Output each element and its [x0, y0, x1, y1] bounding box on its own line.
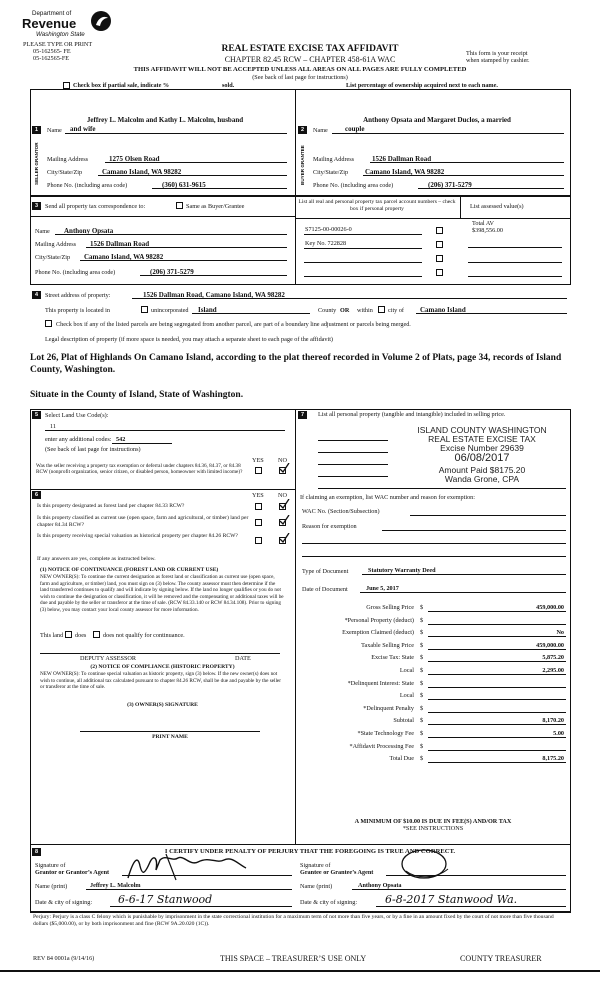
buyer-name-2: couple [345, 125, 365, 133]
seller-side-label: SELLER GRANTOR [34, 142, 39, 185]
fee-dollar-sign: $ [420, 730, 424, 737]
buyer-name-label: Name [313, 127, 328, 134]
fee-line [428, 737, 566, 738]
additional-codes-label: enter any additional codes: [45, 436, 112, 443]
grantee-sig-label-1: Signature of [300, 862, 331, 869]
section-6-rule [30, 489, 295, 490]
exemption-question: Was the seller receiving a property tax exemption or deferral under chapters 84.36, 84.37, or 84.38 RCW (nonprofit organization, senior citizen, or disabled person, homeowner with limited income)? [36, 463, 243, 475]
land-use-instructions: (See back of last page for instructions) [45, 446, 141, 453]
sold-label: sold. [222, 82, 235, 89]
excise-stamp [392, 425, 572, 495]
land-does-checkbox[interactable] [65, 631, 72, 638]
assessor-date-label: DATE [235, 655, 251, 662]
fee-dollar-sign: $ [420, 692, 424, 700]
fee-line [428, 724, 566, 725]
q5-no-checkbox[interactable] [279, 467, 286, 474]
fee-label: Exemption Claimed (deduct) [342, 629, 414, 637]
grantor-date: 6-6-17 Stanwood [118, 893, 213, 906]
personal-property-label: List all personal property (tangible and intangible) included in selling price. [318, 411, 506, 418]
parcel-1: S7125-00-00026-0 [305, 226, 352, 233]
assessed-line-2 [468, 247, 562, 248]
seller-mail-label: Mailing Address [47, 156, 89, 163]
located-label: This property is located in [45, 307, 110, 314]
print-note: PLEASE TYPE OR PRINT [23, 41, 93, 48]
corr-name-line [55, 234, 287, 235]
reason-line-1 [382, 530, 566, 531]
q5-yes-header: YES [252, 457, 264, 464]
city-line [416, 313, 567, 314]
fee-label: Taxable Selling Price [361, 641, 414, 649]
street-address: 1526 Dallman Road, Camano Island, WA 98282 [143, 291, 285, 299]
seller-phone: (360) 631-9615 [162, 181, 206, 189]
stamp-amount: Amount Paid $8175.20 [438, 465, 526, 475]
parcel-header-divider [460, 196, 461, 218]
checkmark-icon [279, 533, 290, 544]
grantor-name-label: Name (print) [35, 883, 68, 890]
seller-name-1: Jeffrey L. Malcolm and Kathy L. Malcolm, husband [86, 116, 244, 124]
assessed-header: List assessed value(s) [470, 203, 524, 210]
same-as-buyer-label: Same as Buyer/Grantee [186, 203, 245, 210]
fee-value: 459,000.00 [536, 604, 564, 611]
personal-line-4 [318, 476, 388, 477]
grantor-signature [120, 852, 270, 882]
fee-line [428, 649, 566, 650]
street-label: Street address of property: [45, 292, 111, 299]
buyer-city: Camano Island, WA 98282 [365, 168, 445, 176]
historic-yes-checkbox[interactable] [255, 537, 262, 544]
parcel-2-personal-checkbox[interactable] [436, 241, 443, 248]
deputy-assessor-label: DEPUTY ASSESSOR [80, 655, 136, 662]
fee-dollar-sign: $ [420, 604, 424, 611]
checkmark-icon [279, 463, 290, 474]
fee-dollar-sign: $ [420, 717, 424, 725]
reason-line-3 [302, 556, 566, 557]
grantee-date: 6-8-2017 Stanwood Wa. [385, 893, 518, 906]
seller-name-line [65, 133, 287, 134]
personal-line-3 [318, 464, 388, 465]
seller-mail: 1275 Olsen Road [109, 155, 160, 163]
fee-dollar-sign: $ [420, 616, 424, 624]
parcel-3-personal-checkbox[interactable] [436, 255, 443, 262]
parcel-2-line [304, 248, 422, 249]
fee-line [428, 750, 566, 751]
correspondence-label: Send all property tax correspondence to: [45, 203, 146, 210]
historic-question: Is this property receiving special valuation as historical property per chapter 84.26 RCW? [37, 533, 238, 539]
current-use-question: Is this property classified as current use (open space, farm and agricultural, or timber) land per chapter 84.34 RCW? [37, 515, 249, 528]
corr-phone-label: Phone No. (including area code) [35, 269, 116, 276]
legal-description: Lot 26, Plat of Highlands On Camano Island, according to the plat thereof recorded in Volume 2 of Plats, page 34, records of Island County, Washington. [30, 353, 562, 375]
buyer-phone: (206) 371-5279 [428, 181, 472, 189]
fee-dollar-sign: $ [420, 755, 424, 763]
assessed-line-3 [468, 262, 562, 263]
section-8-number: 8 [32, 848, 41, 856]
doc-date-line [360, 592, 566, 593]
fee-dollar-sign: $ [420, 654, 424, 662]
form-revision: REV 84 0001a (9/14/16) [33, 955, 95, 962]
buyer-mail: 1526 Dallman Road [372, 155, 432, 163]
fee-label: *Delinquent Penalty [363, 704, 414, 712]
seller-mail-line [105, 162, 287, 163]
buyer-side-label: BUYER GRANTEE [300, 145, 305, 185]
fee-label: Local [399, 667, 414, 674]
fee-label: Total Due [389, 755, 414, 763]
fee-dollar-sign: $ [420, 742, 424, 750]
warning-line: THIS AFFIDAVIT WILL NOT BE ACCEPTED UNLESS ALL AREAS ON ALL PAGES ARE FULLY COMPLETED [133, 66, 467, 73]
buyer-mail-line [370, 162, 564, 163]
same-as-buyer-checkbox[interactable] [176, 202, 183, 209]
fee-line [428, 712, 566, 713]
buyer-city-line [363, 175, 564, 176]
doc-type-label: Type of Document [302, 568, 349, 575]
section-3-number: 3 [32, 202, 41, 210]
land-does-label: does [75, 632, 87, 639]
corr-city-label: City/State/Zip [35, 254, 71, 261]
total-av: $398,556.00 [472, 227, 503, 234]
additional-codes: 542 [116, 436, 126, 443]
segregated-label: Check box if any of the listed parcels are being segregated from another parcel, are part of a boundary line adjustment or parcels being merged. [56, 321, 411, 328]
parcel-1-line [304, 234, 422, 235]
corr-mail-line [86, 247, 287, 248]
corr-phone-line [140, 275, 287, 276]
doc-type-line [362, 574, 566, 575]
section-4-number: 4 [32, 291, 41, 299]
q5-yes-checkbox[interactable] [255, 467, 262, 474]
fee-line [428, 699, 566, 700]
unincorporated-checkbox[interactable] [141, 306, 148, 313]
q6-no-header: NO [278, 492, 287, 499]
grantee-signature [396, 849, 456, 883]
receipt-note-2: when stamped by cashier. [466, 57, 530, 64]
parties-divider [295, 89, 296, 196]
form-code-2: 05-162565-FE [33, 55, 70, 62]
if-yes-note: If any answers are yes, complete as instructed below. [37, 556, 156, 562]
partial-sale-label: Check box if partial sale, indicate % [73, 82, 170, 89]
section-7-number: 7 [298, 411, 307, 419]
county-treasurer-label: COUNTY TREASURER [460, 954, 542, 963]
fee-dollar-sign: $ [420, 667, 424, 674]
grantor-name-line [86, 889, 292, 890]
seller-city-label: City/State/Zip [47, 169, 83, 176]
buyer-phone-label: Phone No. (including area code) [313, 182, 394, 189]
grantee-date-label: Date & city of signing: [300, 899, 358, 906]
fee-label: *Delinquent Interest: State [347, 679, 414, 687]
notice-1-title: (1) NOTICE OF CONTINUANCE (FOREST LAND OR CURRENT USE) [40, 567, 219, 573]
corr-name-label: Name [35, 228, 50, 235]
buyer-name-1: Anthony Opsata and Margaret Duclos, a married [363, 116, 511, 124]
form-code-1: 05-162565- FE [33, 48, 71, 55]
or-label: OR [340, 307, 350, 314]
doc-date-label: Date of Document [302, 586, 348, 593]
doc-date: June 5, 2017 [366, 585, 399, 592]
grantee-name: Anthony Opsata [358, 882, 402, 889]
fee-label: *State Technology Fee [357, 730, 414, 737]
forest-yes-checkbox[interactable] [255, 503, 262, 510]
seller-city: Camano Island, WA 98282 [102, 168, 182, 176]
county-label: County [318, 307, 337, 314]
perjury-note: Perjury: Perjury is a class C felony which is punishable by imprisonment in the state correctional institution for a maximum term of not more than five years, or by a fine in an amount fixed by the court of not more than five thousand dollars ($5,000.00), or by both imprisonment and fine (RCW 9A.20.020 (1C)). [33, 914, 554, 927]
fee-line [428, 674, 566, 675]
grantor-sig-label-2: Grantor or Grantor’s Agent [35, 869, 110, 876]
assessor-sign-line [40, 653, 280, 654]
stamp-tax: REAL ESTATE EXCISE TAX [428, 434, 536, 444]
fee-label: *Personal Property (deduct) [344, 616, 414, 624]
fee-line [428, 624, 566, 625]
page-title: REAL ESTATE EXCISE TAX AFFIDAVIT [221, 44, 399, 54]
street-line [132, 298, 567, 299]
lower-divider [295, 409, 296, 845]
fee-value: No [556, 629, 564, 637]
corr-phone: (206) 371-5279 [150, 268, 194, 276]
fee-label: Subtotal [393, 717, 414, 725]
fee-value: 8,175.20 [542, 755, 564, 763]
correspondence-header-rule [30, 216, 295, 217]
city-of-label: city of [388, 307, 404, 314]
county-line [192, 313, 310, 314]
seller-name-2: and wife [70, 125, 96, 133]
fee-line [428, 611, 566, 612]
owner-signature-label: (3) OWNER(S) SIGNATURE [127, 702, 198, 708]
reason-label: Reason for exemption [302, 523, 357, 530]
fee-dollar-sign: $ [420, 641, 424, 649]
personal-line-1 [318, 440, 388, 441]
parcel-header-rule [295, 218, 571, 219]
ownership-note: List percentage of ownership acquired next to each name. [346, 82, 498, 89]
receipt-note-1: This form is your receipt [466, 50, 528, 57]
total-av-label: Total AV [472, 220, 494, 227]
grantee-name-line [352, 889, 566, 890]
situate-line: Situate in the County of Island, State of Washington. [30, 390, 244, 400]
city-checkbox[interactable] [378, 306, 385, 313]
wac-line [410, 515, 566, 516]
instructions-note: (See back of last page for instructions) [252, 74, 348, 81]
stamp-date: 06/08/2017 [454, 452, 510, 464]
perjury-rule [30, 912, 571, 913]
fee-line [428, 762, 566, 763]
this-land-label: This land [40, 632, 64, 639]
fee-line [428, 687, 566, 688]
forest-question: Is this property designated as forest land per chapter 84.33 RCW? [37, 503, 185, 509]
fee-line [428, 661, 566, 662]
parcel-4-line [304, 276, 422, 277]
seller-phone-line [152, 188, 287, 189]
stamp-excise-number: Excise Number 29639 [440, 443, 524, 453]
fee-dollar-sign: $ [420, 629, 424, 637]
fee-label: Excise Tax: State [371, 654, 414, 662]
certify-statement: I CERTIFY UNDER PENALTY OF PERJURY THAT THE FOREGOING IS TRUE AND CORRECT. [164, 848, 456, 855]
agency-name: Revenue [22, 16, 77, 31]
grantor-name: Jeffrey L. Malcolm [90, 882, 141, 889]
corr-city-line [80, 260, 287, 261]
exemption-label: If claiming an exemption, list WAC number and reason for exemption: [300, 494, 475, 501]
county-name: Island [198, 306, 217, 314]
corr-mail: 1526 Dallman Road [90, 240, 150, 248]
corr-name: Anthony Opsata [64, 227, 114, 235]
print-name-label: PRINT NAME [152, 734, 188, 740]
corr-city: Camano Island, WA 98282 [84, 253, 164, 261]
buyer-mail-label: Mailing Address [313, 156, 355, 163]
buyer-name-line [332, 133, 564, 134]
buyer-city-label: City/State/Zip [313, 169, 349, 176]
grantor-date-label: Date & city of signing: [35, 899, 93, 906]
revenue-logo-icon [90, 10, 112, 32]
fee-value: 5,875.20 [542, 654, 564, 662]
fee-dollar-sign: $ [420, 704, 424, 712]
fee-value: 2,295.00 [542, 667, 564, 674]
seller-phone-label: Phone No. (including area code) [47, 182, 128, 189]
minimum-note: A MINIMUM OF $10.00 IS DUE IN FEE(S) AND/OR TAX [354, 818, 512, 825]
land-does-not-label: does not qualify for continuance. [103, 632, 185, 639]
parcel-header: List all real and personal property tax parcel account numbers – check box if personal property [298, 199, 456, 212]
land-use-label: Select Land Use Code(s): [45, 412, 109, 419]
grantor-date-line [110, 906, 292, 907]
additional-codes-line [112, 443, 172, 444]
q6-yes-header: YES [252, 492, 264, 499]
see-instructions-note: *SEE INSTRUCTIONS [402, 825, 464, 832]
land-does-not-checkbox[interactable] [93, 631, 100, 638]
correspondence-divider [295, 196, 296, 285]
assessed-line-4 [468, 276, 562, 277]
seller-city-line [98, 175, 287, 176]
agency-line1: Department of [32, 10, 72, 17]
forest-no-checkbox[interactable] [279, 503, 286, 510]
parcel-4-personal-checkbox[interactable] [436, 269, 443, 276]
fee-line [428, 636, 566, 637]
fee-value: 8,170.20 [542, 717, 564, 725]
parcel-1-personal-checkbox[interactable] [436, 227, 443, 234]
unincorporated-label: unincorporated [151, 307, 189, 314]
current-use-no-checkbox[interactable] [279, 519, 286, 526]
corr-mail-label: Mailing Address [35, 241, 77, 248]
land-use-line [45, 430, 285, 431]
segregated-checkbox[interactable] [45, 320, 52, 327]
wac-label: WAC No. (Section/Subsection) [302, 508, 380, 515]
current-use-yes-checkbox[interactable] [255, 519, 262, 526]
notice-2-text: NEW OWNER(S): To continue special valuation as historic property, sign (3) below. If the new owner(s) does not wish to continue, all additional tax calculated pursuant to chapter 84.26 RCW, shall be due and payable by the seller or transferor at the time of sale. [40, 671, 281, 690]
fee-value: 5.00 [553, 730, 564, 737]
land-use-code: 11 [50, 423, 56, 430]
seller-name-label: Name [47, 127, 62, 134]
treasurer-use-note: THIS SPACE – TREASURER’S USE ONLY [220, 954, 367, 963]
q5-no-header: NO [278, 457, 287, 464]
doc-type: Statutory Warranty Deed [368, 567, 436, 574]
within-label: within [357, 307, 373, 314]
legal-label: Legal description of property (if more space is needed, you may attach a separate sheet to each page of the affidavit) [45, 336, 333, 343]
buyer-phone-line [418, 188, 564, 189]
section-6-number: 6 [32, 491, 41, 499]
notice-2-title: (2) NOTICE OF COMPLIANCE (HISTORIC PROPERTY) [90, 664, 235, 670]
city-name: Camano Island [420, 306, 466, 314]
reason-line-2 [302, 543, 566, 544]
section-1-number: 1 [32, 126, 41, 134]
fee-label: *Affidavit Processing Fee [349, 742, 414, 750]
historic-no-checkbox[interactable] [279, 537, 286, 544]
notice-1-text: NEW OWNER(S): To continue the current designation as forest land or classification as current use (open space, farm and agriculture, or timber) land, you must sign on (3) below. The county assessor must then determine if the land transferred continues to qualify and will indicate by signing below. If the land no longer qualifies or you do not wish to continue the designation or classification, it will be removed and the compensating or additional taxes will be due and payable by the seller or transferor at the time of sale. (RCW 84.33.140 or RCW 84.34.108). Prior to signing (3) below, you may contact your local county assessor for more information. [40, 574, 284, 613]
stamp-signer: Wanda Grone, CPA [444, 474, 520, 484]
parcel-3-line [304, 262, 422, 263]
parcel-2: Key No. 722828 [305, 240, 347, 247]
stamp-county: ISLAND COUNTY WASHINGTON [417, 425, 547, 435]
chapter-line: CHAPTER 82.45 RCW – CHAPTER 458-61A WAC [224, 55, 396, 64]
fee-value: 459,000.00 [536, 641, 564, 649]
section-2-number: 2 [298, 126, 307, 134]
bottom-edge-rule [0, 970, 600, 972]
agency-state: Washington State [36, 31, 85, 38]
grantor-sig-label-1: Signature of [35, 862, 66, 869]
grantee-date-line [376, 906, 566, 907]
checkmark-icon [279, 499, 290, 510]
checkmark-icon [279, 515, 290, 526]
grantee-name-label: Name (print) [300, 883, 333, 890]
fee-label: Local [399, 692, 414, 700]
personal-line-2 [318, 452, 388, 453]
section-5-number: 5 [32, 411, 41, 419]
owner-print-line [80, 731, 260, 732]
fee-dollar-sign: $ [420, 679, 424, 687]
grantee-sig-label-2: Grantee or Grantee’s Agent [300, 869, 374, 876]
partial-sale-checkbox[interactable] [63, 82, 70, 89]
fee-label: Gross Selling Price [366, 604, 414, 611]
